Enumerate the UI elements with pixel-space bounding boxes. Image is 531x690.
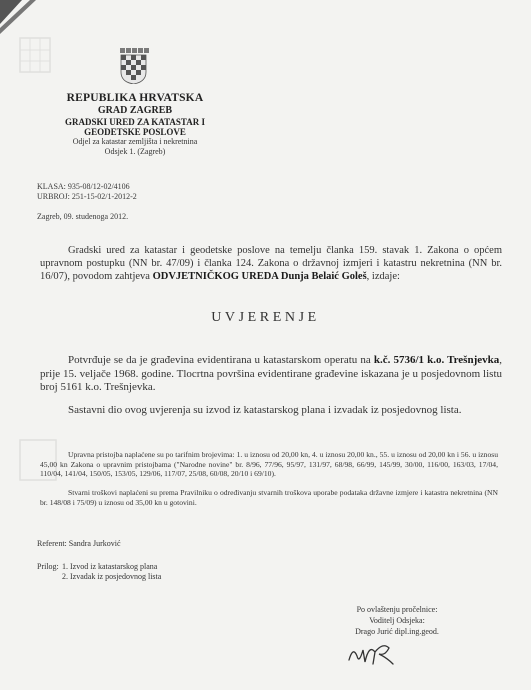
klasa-number: KLASA: 935-08/12-02/4106 (37, 182, 130, 191)
referent: Referent: Sandra Jurković (37, 539, 121, 548)
signatory-name: Drago Jurić dipl.ing.geod. (355, 627, 439, 636)
attachment-item: 1. Izvod iz katastarskog plana (62, 562, 158, 571)
requester-name: ODVJETNIČKOG UREDA Dunja Belaić Goleš (152, 271, 367, 282)
intro-paragraph (40, 244, 502, 283)
admin-fee-note: Upravna pristojba naplaćene su po tarifnim brojevima: 1. u iznosu od 20,00 kn, 4. u iznosu 20,00 kn., 55. u iznosu od 20,00 kn i 56. u iznosu 45,00 kn Zakona o upravnim pristojbama ("Narodne novine" br. 8/96, 77/96, 95/97, 131/97, 68/98, 66/99, 145/99, 30/00, 116/00, 163/03, 17/04, 110/04, 141/04, 150/05, 153/05, 129/06, 117/07, 25/08, 60/08, 20/10 i 69/10). (40, 450, 498, 479)
position-line: Voditelj Odsjeka: (369, 616, 425, 625)
city-name: GRAD ZAGREB (97, 105, 173, 117)
watermark-coat (6, 30, 66, 80)
costs-note: Stvarni troškovi naplaćeni su prema Pravilniku o određivanju stvarnih troškova uporabe podataka državne izmjere i katastra nekretnina (NN br. 148/08 i 75/09) u iznosu od 35,00 kn u gotovini. (40, 488, 498, 507)
confirm-text-a: Potvrđuje se da je građevina evidentirana u katastarskom operatu na (68, 354, 374, 366)
attachments-label: Prilog: (37, 562, 59, 571)
issuer-header (60, 92, 210, 156)
office-name-line1: GRADSKI URED ZA KATASTAR I (64, 116, 206, 127)
document-title: UVJERENJE (211, 310, 320, 325)
confirm-text-b: , prije 15. veljače 1968. godine. Tlocrtna površina evidentirane građevine iskazana je u posjedovnom listu broj 5161 k.o. Trešnjevka. (40, 354, 502, 393)
country-name: REPUBLIKA HRVATSKA (66, 92, 204, 104)
department-name: Odjel za katastar zemljišta i nekretnina (72, 137, 198, 147)
intro-text: Gradski ured za katastar i geodetske poslove na temelju članka 159. stavak 1. Zakona o općem upravnom postupku (NN br. 47/09) i članka 124. Zakona o državnoj izmjeri i katastru nekretnina (NN br. 16/07), povodom zahtjeva (40, 245, 502, 282)
signature-block (327, 604, 467, 637)
handwritten-signature (345, 638, 397, 666)
coat-of-arms (108, 48, 158, 84)
composition-paragraph: Sastavni dio ovog uvjerenja su izvod iz katastarskog plana i izvadak iz posjedovnog lista. (68, 404, 462, 416)
urbroj-number: URBROJ: 251-15-02/1-2012-2 (37, 192, 137, 201)
attachment-item: 2. Izvadak iz posjedovnog lista (62, 572, 162, 581)
parcel-number: k.č. 5736/1 k.o. Trešnjevka (373, 354, 500, 366)
issue-date: Zagreb, 09. studenoga 2012. (37, 212, 129, 221)
authority-line: Po ovlaštenju pročelnice: (356, 605, 438, 614)
intro-end: , izdaje: (366, 271, 400, 282)
section-name: Odsjek 1. (Zagreb) (104, 146, 166, 156)
office-name-line2: GEODETSKE POSLOVE (84, 127, 186, 138)
confirmation-paragraph (40, 354, 502, 395)
